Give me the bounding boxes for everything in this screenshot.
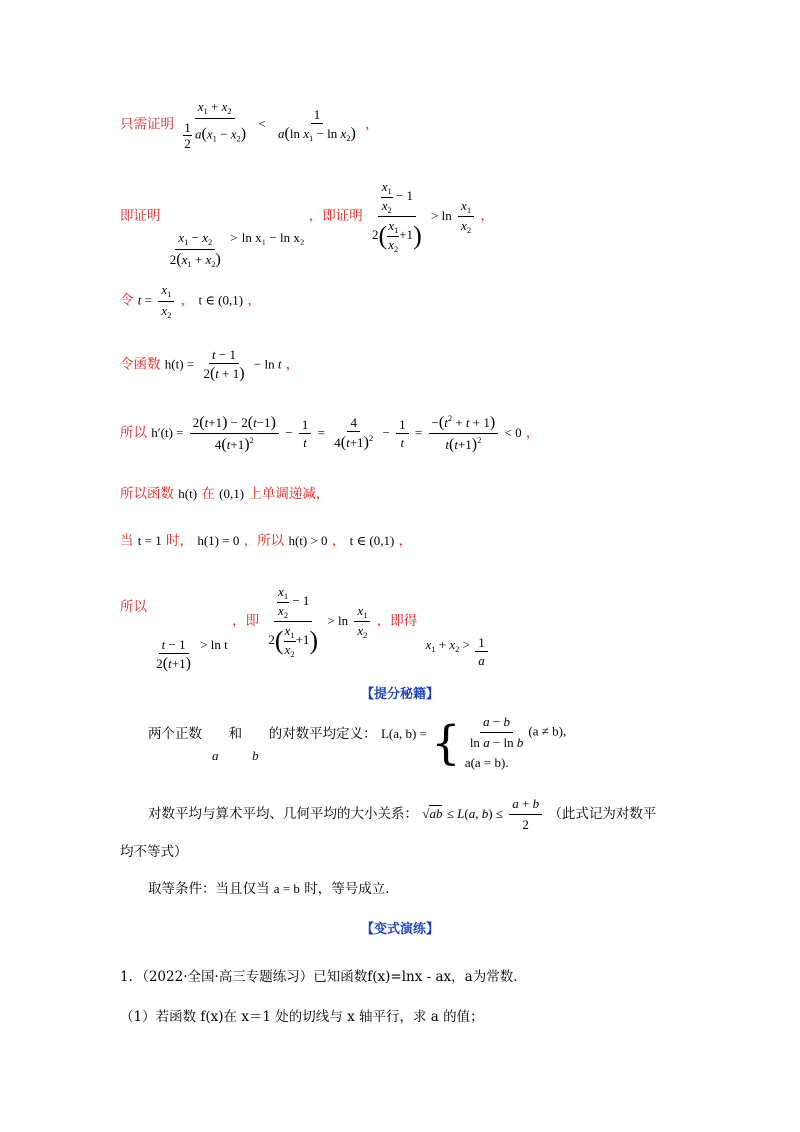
rel-note-continued: 均不等式） [120, 844, 188, 860]
punct: ， [525, 425, 540, 441]
var-a: a [212, 748, 219, 763]
sum-inequality: $x_1 + x_2$ > [425, 637, 474, 654]
step-label: 所以 [120, 425, 147, 441]
inequality-sign: < [258, 116, 266, 132]
fraction-ratio-form: $\frac{x_1}{x_2}$ − 1 2( $\frac{x_1}{x_2}$ +1) [372, 179, 422, 254]
proof-step-5: 所以 h′(t) = $\frac{2(t+1) - 2(t-1)}{4(t+1)^2}$ − $\frac{1}{t}$ = $\frac{4}{4(t+1)^2}$ − $\frac{1}{t}$ = $\frac{-(t^2 + t + 1)}{t(t+1)^2}$ < 0 ， [120, 413, 540, 453]
log-mean-lhs: L(a, b) = [380, 726, 427, 741]
fraction-one-over-t: $\frac{1}{t}$ [396, 418, 409, 449]
t-range: t ∈ (0,1) [198, 292, 244, 308]
log-mean-definition [148, 714, 566, 771]
fraction-x1-x2: $\frac{x_1}{x_2}$ [458, 199, 474, 235]
case-equal: a(a = b). [464, 755, 509, 770]
fraction-one-over-t: $\frac{1}{t}$ [299, 418, 312, 449]
step-label: ，即 [232, 613, 260, 629]
fraction-h: $\frac{t - 1}{2(t + 1)}$ [203, 347, 245, 382]
proof-step-4 [120, 348, 299, 382]
proof-step-2 [120, 180, 494, 268]
eq-text: 取等条件：当且仅当 [148, 881, 270, 897]
mean-inequality: 对数平均与算术平均、几何平均的大小关系： √ab ≤ L(a, b) ≤ $\frac{a + b}{2}$ （此式记为对数平 [148, 796, 657, 832]
fraction-derivative-2: $\frac{4}{4(t+1)^2}$ [334, 415, 374, 451]
def-text: 和 [228, 726, 243, 742]
function-lhs: h(t) = [164, 356, 195, 372]
question-1-part-1: （1）若函数 f(x)在 x＝1 处的切线与 x 轴平行，求 a 的值； [120, 1009, 484, 1025]
fraction-h: $\frac{t - 1}{2(t+1)}$ [156, 637, 191, 672]
punct: ， [247, 292, 261, 309]
def-text: 两个正数 [148, 726, 202, 742]
step-text: ，所以 [243, 533, 285, 549]
eq-text: 时，等号成立． [304, 881, 399, 897]
interval: (0,1) [219, 486, 245, 501]
log-term: − ln t [253, 356, 282, 372]
brace: { [431, 715, 461, 770]
question-1: 1．（2022·全国·高三专题练习）已知函数f(x)=lnx - ax，a为常数． [120, 969, 527, 985]
var-b: b [252, 748, 259, 763]
step-label: 即证明 [120, 208, 161, 224]
case-condition: (a ≠ b), [528, 723, 567, 739]
derivative-lhs: h′(t) = [151, 425, 184, 440]
punct: ， [285, 356, 300, 373]
inequality-sign: > [230, 230, 238, 245]
punct: ， [480, 208, 494, 224]
fraction-ratio-form: $\frac{x_1}{x_2}$ − 1 2( $\frac{x_1}{x_2}$ +1) [268, 584, 319, 659]
sqrt-ab: √ab [422, 806, 443, 821]
fraction-x1-x2: $\frac{x_1}{x_2}$ [354, 604, 370, 640]
fraction-log-mean: $\frac{a - b}{\text{ln a − ln b}}$ [469, 714, 524, 750]
step-text: 在 [201, 486, 215, 502]
step-label: ，即得 [376, 613, 418, 629]
fraction-derivative-3: $\frac{-(t^2 + t + 1)}{t(t+1)^2}$ [429, 414, 499, 453]
eq-cond: a = b [273, 881, 300, 896]
step-label: 所以 [120, 599, 147, 615]
section-heading-tips: 【提分秘籍】 [360, 687, 439, 702]
inequality-sign: > ln [431, 208, 452, 223]
log-t: > ln t [200, 637, 228, 652]
step-label: 所以函数 [120, 486, 174, 502]
derivative-sign: < 0 [504, 425, 522, 440]
punct: ， [398, 533, 413, 549]
proof-step-6 [120, 487, 329, 502]
proof-step-3: 令 t = $\frac{x_1}{x_2}$ ， t ∈ (0,1) ， [120, 282, 261, 320]
step-label: 当 [120, 533, 134, 549]
step-label: 令 [120, 292, 134, 309]
step-label: 只需证明 [120, 116, 174, 133]
def-text: 的对数平均定义： [268, 726, 377, 742]
proof-step-7 [120, 534, 412, 549]
cases [465, 714, 566, 771]
section-heading-practice: 【变式演练】 [360, 922, 439, 937]
punct: ， [331, 533, 346, 549]
fraction-arith-mean: $\frac{a + b}{2}$ [509, 796, 542, 833]
h-at-1: h(1) = 0 [197, 533, 240, 548]
variable-t: t [137, 292, 142, 308]
t-range: t ∈ (0,1) [349, 533, 395, 548]
step-text: 上单调递减， [248, 486, 330, 502]
fraction-derivative-1: $\frac{2(t+1) - 2(t-1)}{4(t+1)^2}$ [190, 415, 279, 453]
h-positive: h(t) > 0 [288, 533, 328, 548]
fraction-right: $\frac{1}{a(\ln x_1 - \ln x_2)}$ [278, 106, 356, 143]
fraction-x1-x2: $\frac{x_1}{x_2}$ [158, 283, 174, 319]
condition-t: t = 1 [137, 533, 162, 548]
step-label: 令函数 [120, 356, 161, 373]
fraction-left: $x_1 + x_2$ $\frac{1}{2}$ $a(x_1 - x_2)$ [184, 99, 247, 151]
rel-text: 对数平均与算术平均、几何平均的大小关系： [148, 806, 418, 822]
equality-condition [148, 877, 399, 897]
step-text: 时， [166, 533, 194, 549]
log-difference: ln x₁ − ln x₂ [241, 230, 305, 245]
fraction-one-over-a: $\frac{1}{a}$ [475, 636, 488, 667]
function-h: h(t) [178, 486, 198, 501]
proof-step-1 [120, 100, 379, 150]
punct: ， [180, 292, 195, 309]
step-label: ，即证明 [308, 208, 363, 224]
punct: ， [365, 116, 379, 133]
rel-note: （此式记为对数平 [548, 806, 657, 822]
proof-step-8: 所以 $\frac{t - 1}{2(t+1)}$ > ln t ，即 $\frac{x_1}{x_2}$ − 1 2( $\frac{x_1}{x_2}$ +1) > ln $\frac{x_1}{x_2}$ ，即得 $x_1 + x_2$ > $\frac{1}{a}$ [120, 585, 490, 672]
fraction-diff-over-sum: $\frac{x_1 - x_2}{2(x_1 + x_2)}$ [169, 230, 221, 269]
